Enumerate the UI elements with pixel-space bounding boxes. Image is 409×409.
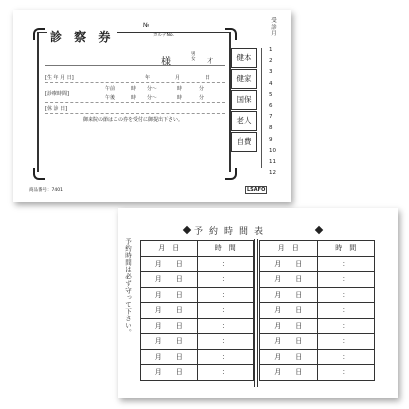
corner-ornament-bl <box>33 168 45 180</box>
corner-ornament-br <box>225 168 237 180</box>
date-cell: 月 日 <box>141 349 198 365</box>
month-number: 6 <box>269 103 273 110</box>
pm-label: 午後 <box>105 95 116 101</box>
table-row <box>260 365 375 381</box>
month-number: 11 <box>269 159 276 166</box>
date-cell: 月 日 <box>141 272 198 288</box>
table-header-row <box>260 241 375 257</box>
table-row <box>141 365 254 381</box>
table-row <box>141 256 254 272</box>
date-cell: 月 日 <box>260 349 318 365</box>
product-code: 商品番号：7401 <box>29 188 63 193</box>
date-cell: 月 日 <box>260 318 318 334</box>
date-cell: 月 日 <box>260 272 318 288</box>
pm-minute-from: 分〜 <box>147 95 158 101</box>
corner-ornament-tr <box>225 28 237 40</box>
month-number: 3 <box>269 69 273 76</box>
time-cell: ： <box>197 303 254 319</box>
date-cell: 月 日 <box>141 365 198 381</box>
birthdate-label: [生 年 月 日] <box>45 75 74 81</box>
time-cell: ： <box>317 303 375 319</box>
row-separator <box>45 82 225 83</box>
date-cell: 月 日 <box>141 287 198 303</box>
date-cell: 月 日 <box>260 365 318 381</box>
table-row <box>141 303 254 319</box>
month-number: 1 <box>269 47 273 53</box>
month-number: 10 <box>269 147 276 154</box>
table-row <box>141 318 254 334</box>
clinic-card-front <box>13 10 291 202</box>
table-row <box>141 287 254 303</box>
schedule-title: 予約時間表 <box>194 227 270 237</box>
month-number: 7 <box>269 114 273 121</box>
time-cell: ： <box>197 272 254 288</box>
hours-label: [診療時間] <box>45 91 69 97</box>
diamond-icon <box>315 226 323 234</box>
row-separator <box>45 102 225 103</box>
am-hour-to: 時 <box>177 86 183 92</box>
am-minute-from: 分〜 <box>147 86 158 92</box>
month-number: 4 <box>269 80 273 87</box>
month-numbers <box>269 45 276 179</box>
date-cell: 月 日 <box>141 256 198 272</box>
time-cell: ： <box>317 349 375 365</box>
date-cell: 月 日 <box>260 303 318 319</box>
insurance-box-jihi: 自費 <box>231 132 257 152</box>
birth-year: 年 <box>145 75 151 81</box>
time-cell: ： <box>317 365 375 381</box>
brand-logo: LSAFO <box>247 187 266 193</box>
number-label: № <box>143 22 150 29</box>
month-number: 2 <box>269 58 273 65</box>
header-date: 月 日 <box>141 241 198 257</box>
holiday-label: [休 診 日] <box>45 106 68 112</box>
insurance-box-kokuho: 国保 <box>231 90 257 110</box>
table-row <box>260 303 375 319</box>
patient-name-sama: 様 <box>161 57 171 68</box>
card-title: 診 察 券 <box>47 28 117 45</box>
header-time: 時 間 <box>317 241 375 257</box>
am-hour: 時 <box>131 86 137 92</box>
table-row <box>141 349 254 365</box>
am-label: 午前 <box>105 86 116 92</box>
date-cell: 月 日 <box>260 287 318 303</box>
pm-hour-to: 時 <box>177 95 183 101</box>
table-row <box>141 334 254 350</box>
time-cell: ： <box>317 287 375 303</box>
birth-month: 月 <box>175 75 181 81</box>
name-underline <box>45 65 225 66</box>
time-cell: ： <box>317 272 375 288</box>
time-cell: ： <box>197 318 254 334</box>
date-cell: 月 日 <box>141 318 198 334</box>
schedule-table-left <box>140 240 254 381</box>
date-cell: 月 日 <box>141 334 198 350</box>
clinic-card-back <box>118 208 398 398</box>
pm-hour: 時 <box>131 95 137 101</box>
birth-day: 日 <box>205 75 211 81</box>
header-time: 時 間 <box>197 241 254 257</box>
month-number: 5 <box>269 91 273 98</box>
vertical-notice: 予約時間は必ず守って下さい。 <box>124 238 132 336</box>
month-column-divider <box>261 48 262 168</box>
table-header-row <box>141 241 254 257</box>
pm-minute-to: 分 <box>199 95 205 101</box>
insurance-boxes <box>231 48 257 153</box>
time-cell: ： <box>197 334 254 350</box>
insurance-box-kenka: 健家 <box>231 69 257 89</box>
time-cell: ： <box>197 256 254 272</box>
frame-left-border <box>37 32 39 172</box>
month-number: 8 <box>269 125 273 132</box>
am-minute-to: 分 <box>199 86 205 92</box>
time-cell: ： <box>197 365 254 381</box>
insurance-box-kenpon: 健本 <box>231 48 257 68</box>
reception-month-label: 受診月 <box>271 18 277 37</box>
table-row <box>260 334 375 350</box>
schedule-table-right <box>259 240 375 381</box>
insurance-box-rojin: 老人 <box>231 111 257 131</box>
time-cell: ： <box>317 256 375 272</box>
time-cell: ： <box>197 349 254 365</box>
table-row <box>260 272 375 288</box>
time-cell: ： <box>317 334 375 350</box>
diamond-icon <box>183 226 191 234</box>
time-cell: ： <box>197 287 254 303</box>
table-row <box>141 272 254 288</box>
table-row <box>260 318 375 334</box>
age-unit: 才 <box>207 58 214 65</box>
table-double-divider <box>254 239 258 387</box>
table-row <box>260 349 375 365</box>
sex-field: 男 女 <box>191 52 196 62</box>
month-number: 9 <box>269 136 273 143</box>
karte-number-label: カルテNo. <box>153 33 174 38</box>
notice-text: 御来院の節はこの券を受付に御提出下さい。 <box>83 117 184 123</box>
table-row <box>260 256 375 272</box>
date-cell: 月 日 <box>260 334 318 350</box>
time-cell: ： <box>317 318 375 334</box>
row-separator <box>45 113 225 114</box>
date-cell: 月 日 <box>141 303 198 319</box>
header-date: 月 日 <box>260 241 318 257</box>
corner-ornament-tl <box>33 28 45 40</box>
date-cell: 月 日 <box>260 256 318 272</box>
month-number: 12 <box>269 170 276 177</box>
table-row <box>260 287 375 303</box>
